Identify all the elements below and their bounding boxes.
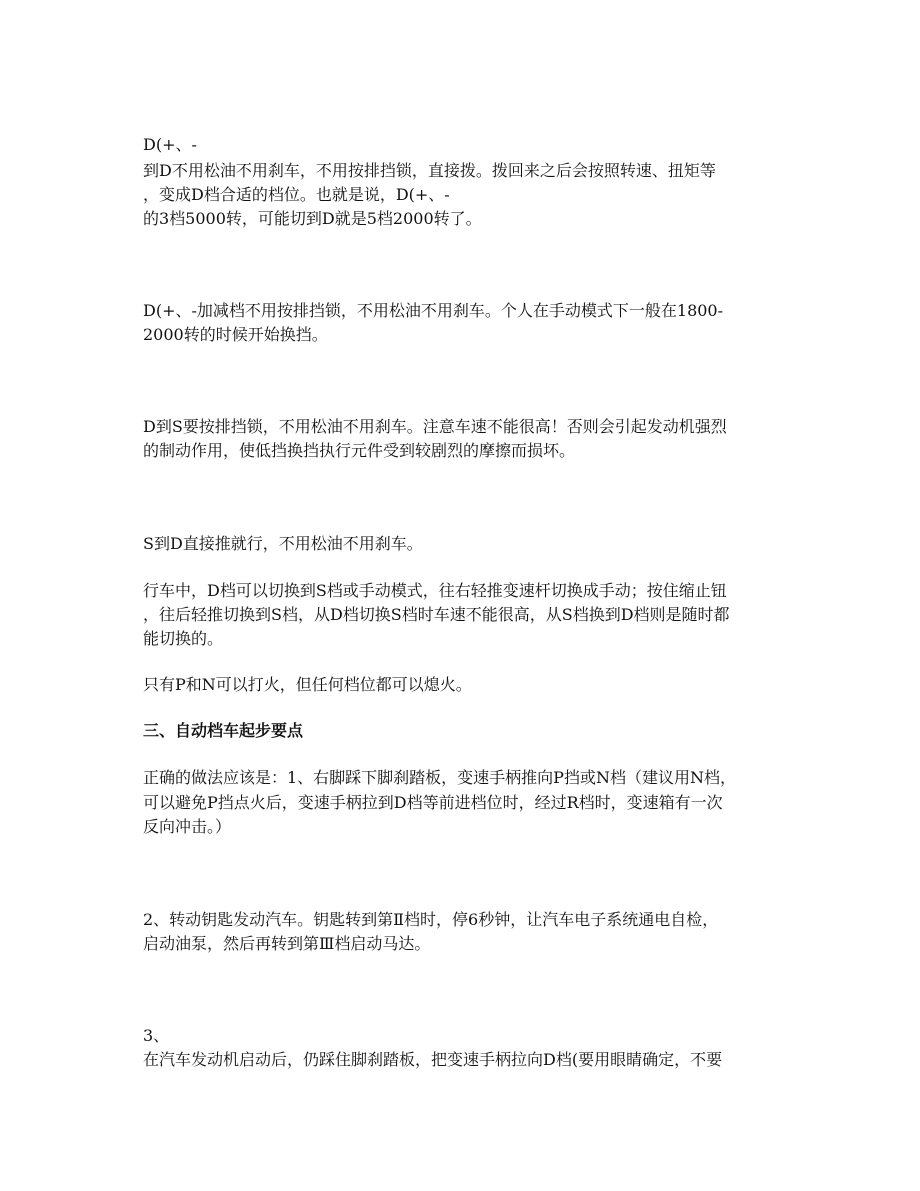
text-line: 的3档5000转，可能切到D就是5档2000转了。: [143, 209, 482, 228]
text-line: 反向冲击。）: [143, 817, 232, 836]
text-line: ，变成D档合适的档位。也就是说，D(+、-: [143, 185, 450, 204]
text-line: S到D直接推就行，不用松油不用刹车。: [143, 534, 423, 553]
text-line: 2、转动钥匙发动汽车。钥匙转到第Ⅱ档时，停6秒钟，让汽车电子系统通电自检，: [143, 910, 719, 929]
text-line: D到S要按排挡锁，不用松油不用刹车。注意车速不能很高！否则会引起发动机强烈: [143, 417, 727, 436]
text-line: 2000转的时候开始换挡。: [143, 325, 328, 344]
text-line: 到D不用松油不用刹车，不用按排挡锁，直接拨。拨回来之后会按照转速、扭矩等: [143, 161, 716, 180]
text-line: ，往后轻推切换到S档，从D档切换S档时车速不能很高，从S档换到D档则是随时都: [143, 605, 730, 624]
text-line: 3、: [143, 1026, 170, 1045]
section-title: 三、自动档车起步要点: [143, 721, 304, 740]
text-line: 可以避免P挡点火后，变速手柄拉到D档等前进档位时，经过R档时，变速箱有一次: [143, 793, 723, 812]
text-line: 启动油泵，然后再转到第Ⅲ档启动马达。: [143, 934, 431, 953]
text-line: 能切换的。: [143, 629, 224, 648]
text-line: 行车中，D档可以切换到S档或手动模式，往右轻推变速杆切换成手动；按住缩止钮: [143, 581, 727, 600]
text-line: D(+、-加减档不用按排挡锁，不用松油不用刹车。个人在手动模式下一般在1800-: [143, 301, 724, 320]
text-line: 只有P和N可以打火，但任何档位都可以熄火。: [143, 675, 472, 694]
text-line: D(+、-: [143, 135, 197, 154]
text-line: 的制动作用，使低挡换挡执行元件受到较剧烈的摩擦而损坏。: [143, 441, 576, 460]
text-line: 正确的做法应该是：1、右脚踩下脚刹踏板，变速手柄推向P挡或N档（建议用N档，: [143, 768, 736, 787]
text-line: 在汽车发动机启动后，仍踩住脚刹踏板，把变速手柄拉向D档(要用眼睛确定，不要: [143, 1050, 723, 1069]
